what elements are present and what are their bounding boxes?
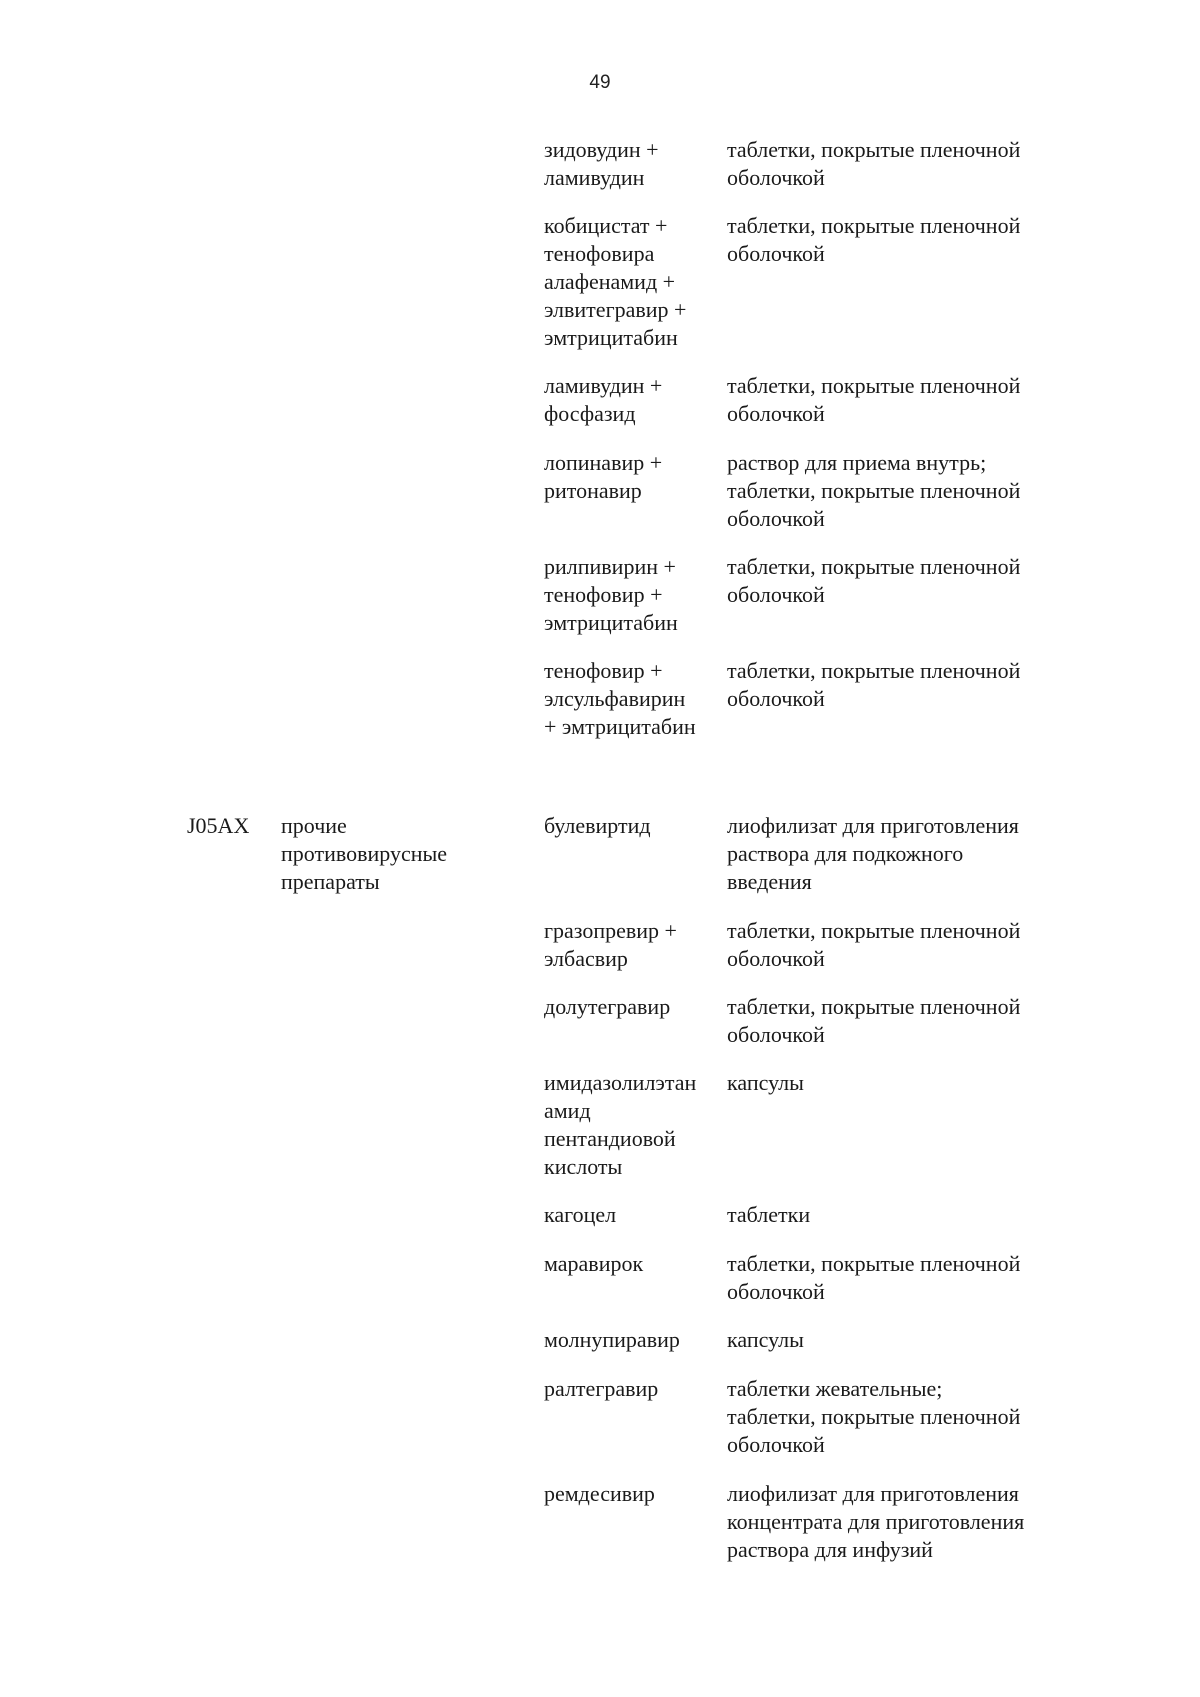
dosage-form: таблетки, покрытые пленочной оболочкой (727, 994, 1021, 1047)
drug-name: ралтегравир (544, 1376, 659, 1401)
dosage-form: таблетки, покрытые пленочной оболочкой (727, 213, 1021, 266)
dosage-form: лиофилизат для приготовления концентрата для приготовления раствора для инфузий (727, 1481, 1025, 1562)
dosage-form: капсулы (727, 1070, 804, 1095)
drug-name: кагоцел (544, 1202, 617, 1227)
dosage-form: таблетки, покрытые пленочной оболочкой (727, 658, 1021, 711)
drug-name: ламивудин + фосфазид (544, 373, 663, 426)
drug-name: тенофовир + элсульфавирин + эмтрицитабин (544, 658, 696, 739)
drug-name: имидазолилэтан амид пентандиовой кислоты (544, 1070, 697, 1179)
atc-group-name: прочие противовирусные препараты (281, 813, 448, 894)
page-number: 49 (589, 72, 611, 93)
atc-code: J05AX (187, 813, 250, 838)
dosage-form: таблетки, покрытые пленочной оболочкой (727, 554, 1021, 607)
drug-name: зидовудин + ламивудин (544, 137, 659, 190)
drug-name: лопинавир + ритонавир (544, 450, 663, 503)
dosage-form: таблетки, покрытые пленочной оболочкой (727, 918, 1021, 971)
dosage-form: таблетки, покрытые пленочной оболочкой (727, 137, 1021, 190)
drug-name: маравирок (544, 1251, 644, 1276)
dosage-form: капсулы (727, 1327, 804, 1352)
dosage-form: таблетки, покрытые пленочной оболочкой (727, 1251, 1021, 1304)
drug-name: долутегравир (544, 994, 671, 1019)
drug-name: кобицистат + тенофовира алафенамид + элвитегравир + эмтрицитабин (544, 213, 687, 350)
dosage-form: лиофилизат для приготовления раствора для подкожного введения (727, 813, 1019, 894)
dosage-form: таблетки (727, 1202, 811, 1227)
dosage-form: таблетки, покрытые пленочной оболочкой (727, 373, 1021, 426)
dosage-form: таблетки жевательные; таблетки, покрытые пленочной оболочкой (727, 1376, 1021, 1457)
drug-name: ремдесивир (544, 1481, 655, 1506)
dosage-form: раствор для приема внутрь; таблетки, покрытые пленочной оболочкой (727, 450, 1021, 531)
drug-name: молнупиравир (544, 1327, 680, 1352)
drug-name: булевиртид (544, 813, 651, 838)
drug-name: рилпивирин + тенофовир + эмтрицитабин (544, 554, 678, 635)
drug-name: гразопревир + элбасвир (544, 918, 677, 971)
